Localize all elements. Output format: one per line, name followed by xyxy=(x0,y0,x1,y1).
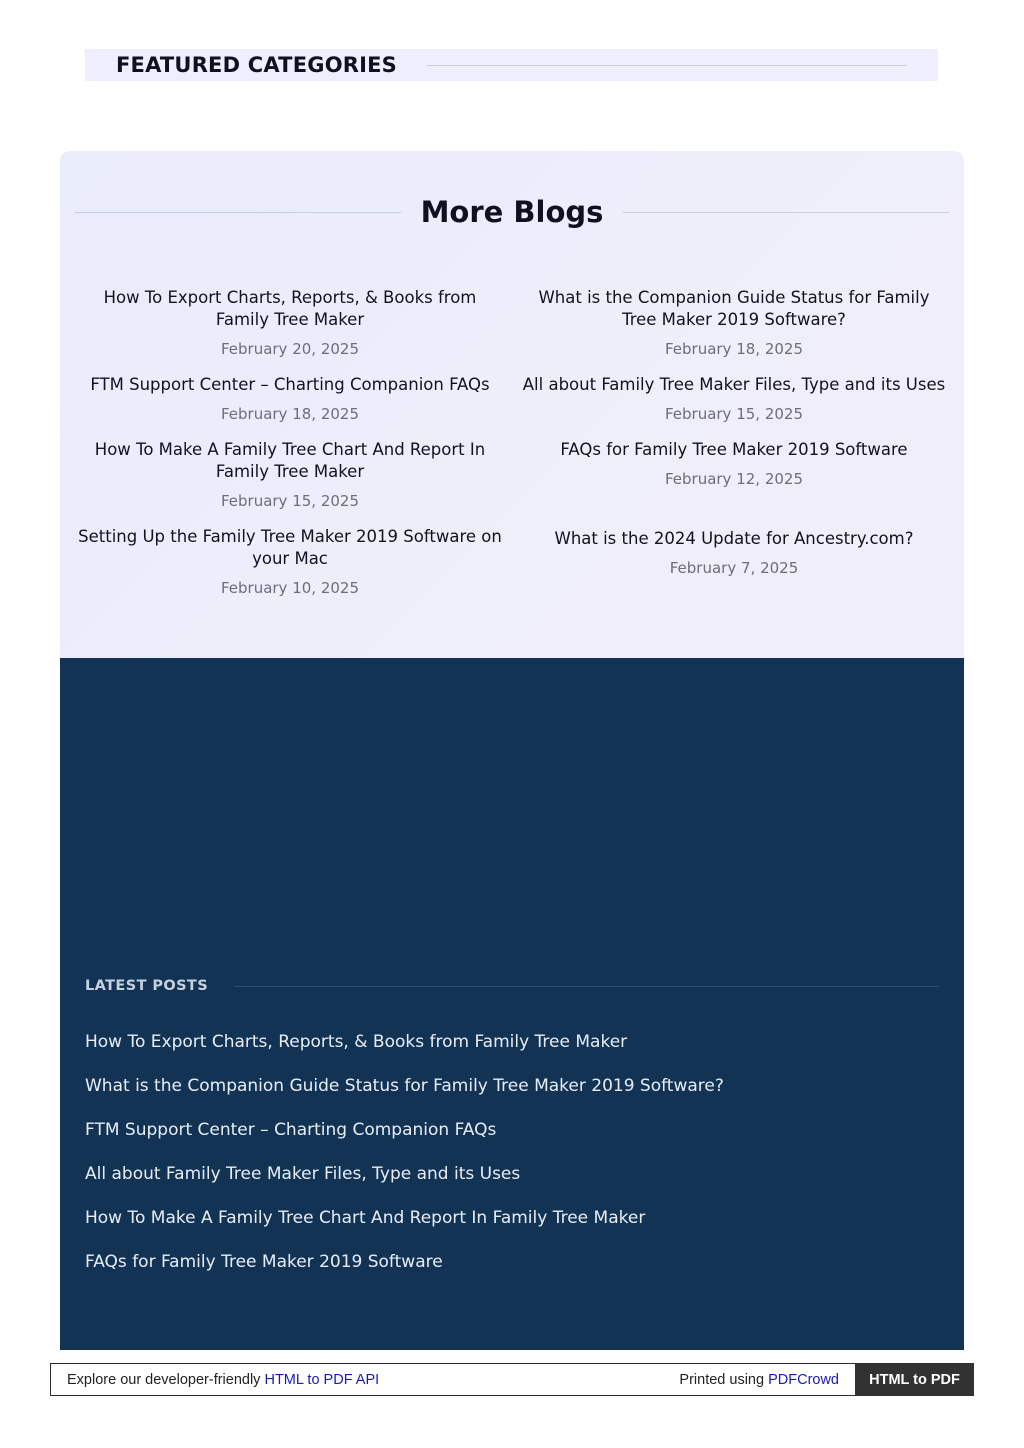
featured-divider xyxy=(427,65,907,66)
latest-post-link[interactable]: All about Family Tree Maker Files, Type and its Uses xyxy=(85,1164,521,1184)
footer-section xyxy=(60,658,964,1350)
blog-item xyxy=(68,439,512,510)
latest-post-link[interactable]: FAQs for Family Tree Maker 2019 Software xyxy=(85,1252,443,1272)
blog-title-link[interactable]: FTM Support Center – Charting Companion FAQs xyxy=(90,375,490,394)
blog-item xyxy=(512,374,956,423)
latest-posts-header xyxy=(85,978,939,994)
blog-item xyxy=(512,287,956,358)
latest-post-link[interactable]: How To Make A Family Tree Chart And Report In Family Tree Maker xyxy=(85,1208,646,1228)
blog-date: February 12, 2025 xyxy=(664,470,804,488)
latest-posts-title: LATEST POSTS xyxy=(85,978,209,994)
latest-posts-list xyxy=(85,1031,724,1295)
pdfcrowd-bar xyxy=(50,1363,974,1396)
blog-item xyxy=(68,374,512,423)
latest-post-link[interactable]: What is the Companion Guide Status for Family Tree Maker 2019 Software? xyxy=(85,1076,724,1096)
blog-date: February 15, 2025 xyxy=(664,405,804,423)
blog-date: February 20, 2025 xyxy=(220,340,360,358)
latest-post-link[interactable]: How To Export Charts, Reports, & Books from Family Tree Maker xyxy=(85,1032,628,1052)
featured-categories-title: FEATURED CATEGORIES xyxy=(116,53,397,77)
blog-item xyxy=(68,526,512,597)
blog-date: February 18, 2025 xyxy=(220,405,360,423)
heading-divider-right xyxy=(623,212,949,213)
latest-post-link[interactable]: FTM Support Center – Charting Companion FAQs xyxy=(85,1120,497,1140)
blog-title-link[interactable]: FAQs for Family Tree Maker 2019 Software xyxy=(560,440,908,459)
featured-categories-header xyxy=(85,49,938,81)
printed-text: Printed using xyxy=(679,1371,769,1388)
explore-text-group xyxy=(51,1372,379,1388)
blog-title-link[interactable]: What is the Companion Guide Status for Family Tree Maker 2019 Software? xyxy=(538,288,930,329)
pdfcrowd-link[interactable]: PDFCrowd xyxy=(768,1371,839,1388)
explore-text: Explore our developer-friendly xyxy=(67,1371,265,1388)
heading-divider-left xyxy=(75,212,401,213)
blog-title-link[interactable]: How To Make A Family Tree Chart And Report In Family Tree Maker xyxy=(94,440,486,481)
blog-date: February 10, 2025 xyxy=(220,579,360,597)
blog-item xyxy=(512,439,956,488)
blog-date: February 18, 2025 xyxy=(664,340,804,358)
blog-title-link[interactable]: All about Family Tree Maker Files, Type and its Uses xyxy=(522,375,946,394)
html-to-pdf-api-link[interactable]: HTML to PDF API xyxy=(264,1371,380,1388)
html-to-pdf-button[interactable]: HTML to PDF xyxy=(855,1363,974,1396)
blog-date: February 7, 2025 xyxy=(669,559,799,577)
blog-item xyxy=(68,287,512,358)
printed-using-group xyxy=(679,1372,855,1388)
latest-posts-divider xyxy=(234,986,939,987)
blog-date: February 15, 2025 xyxy=(220,492,360,510)
blog-item xyxy=(512,528,956,577)
more-blogs-panel xyxy=(60,151,964,659)
blog-title-link[interactable]: How To Export Charts, Reports, & Books from Family Tree Maker xyxy=(103,288,477,329)
blog-column-right xyxy=(512,287,956,593)
blog-title-link[interactable]: What is the 2024 Update for Ancestry.com? xyxy=(554,529,914,548)
more-blogs-heading: More Blogs xyxy=(420,195,604,229)
blog-column-left xyxy=(68,287,512,613)
more-blogs-heading-row xyxy=(75,195,949,229)
blog-title-link[interactable]: Setting Up the Family Tree Maker 2019 Software on your Mac xyxy=(78,527,502,568)
